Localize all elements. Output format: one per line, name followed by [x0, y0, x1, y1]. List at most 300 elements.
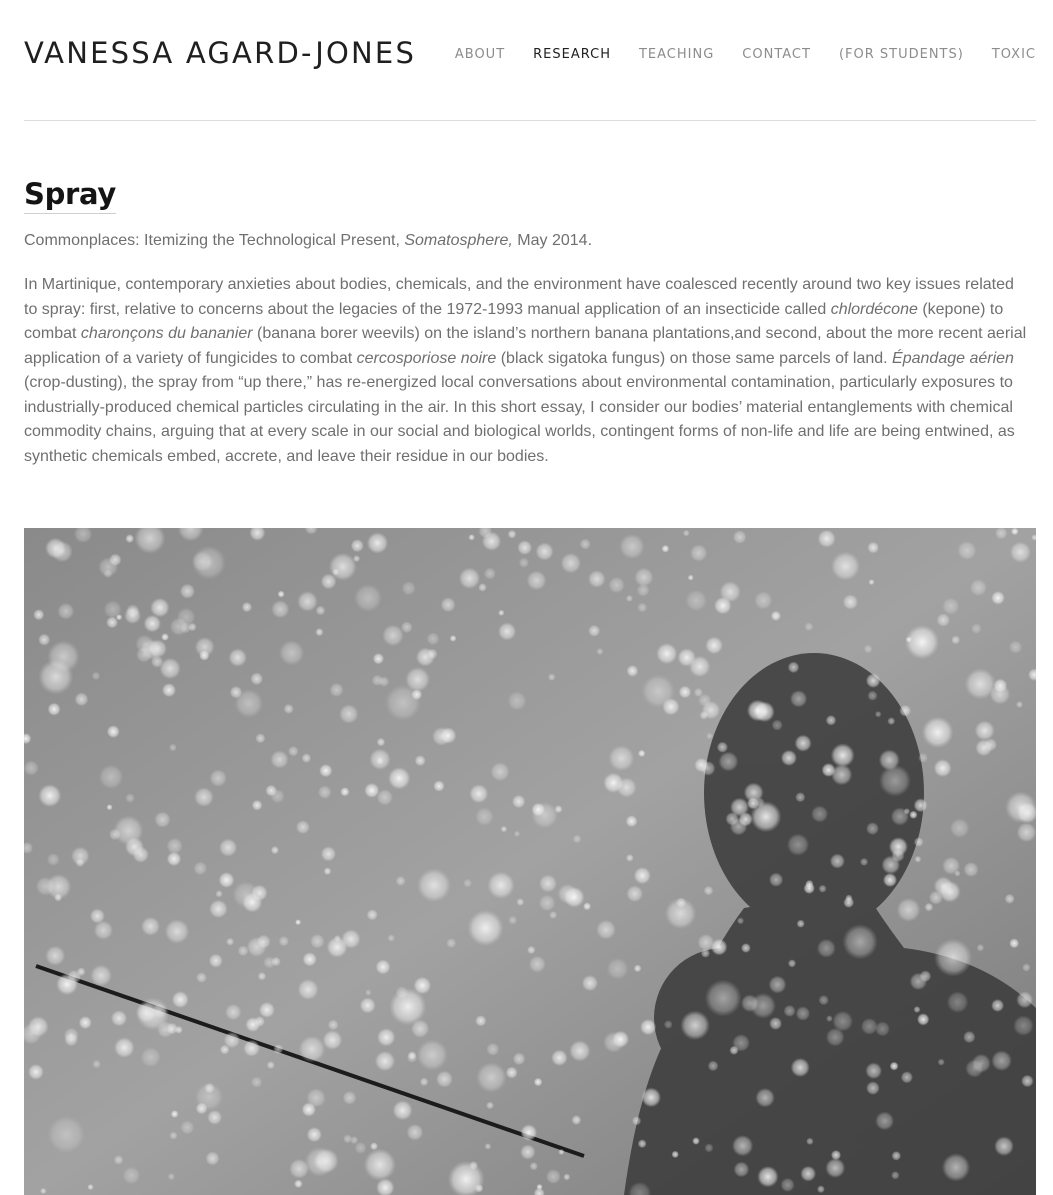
water-droplet [516, 898, 524, 906]
water-droplet [75, 692, 89, 706]
water-droplet [377, 738, 386, 747]
water-droplet [826, 715, 837, 726]
water-droplet [954, 870, 960, 876]
water-droplet [478, 583, 487, 592]
water-droplet [372, 675, 384, 687]
water-droplet [263, 956, 275, 968]
water-droplet [1009, 640, 1022, 653]
water-droplet [79, 1016, 92, 1029]
water-droplet [98, 557, 118, 577]
water-droplet [417, 868, 451, 902]
water-droplet [527, 946, 535, 954]
water-droplet [228, 648, 247, 667]
water-droplet [530, 1162, 538, 1170]
water-droplet [796, 1006, 811, 1021]
water-droplet [539, 874, 557, 892]
water-droplet [737, 917, 744, 924]
water-droplet [830, 854, 845, 869]
water-droplet [508, 916, 517, 925]
water-droplet [843, 594, 859, 610]
water-droplet [234, 689, 263, 718]
water-droplet [804, 883, 815, 894]
water-droplet [865, 1062, 882, 1079]
water-droplet [965, 1059, 983, 1077]
water-droplet [730, 798, 749, 817]
water-droplet [683, 530, 690, 537]
water-droplet [150, 598, 170, 618]
water-droplet [226, 938, 234, 946]
water-droplet [772, 720, 783, 731]
water-droplet [420, 1077, 429, 1086]
water-droplet [596, 648, 603, 655]
water-droplet [170, 617, 188, 635]
water-droplet [784, 1005, 796, 1017]
citation-prefix: Commonplaces: Itemizing the Technological Present, [24, 232, 405, 249]
water-droplet [717, 742, 728, 753]
water-droplet [278, 591, 285, 598]
water-droplet [354, 584, 382, 612]
water-droplet [519, 558, 529, 568]
water-droplet [757, 1166, 778, 1187]
water-droplet [28, 1016, 49, 1037]
water-droplet [705, 1143, 714, 1152]
water-droplet [755, 1088, 775, 1108]
water-droplet [298, 979, 319, 1000]
water-droplet [171, 1110, 179, 1118]
water-droplet [869, 579, 875, 585]
water-droplet [583, 902, 591, 910]
water-droplet [994, 1136, 1014, 1156]
water-droplet [569, 1040, 591, 1062]
water-droplet [251, 1076, 262, 1087]
water-droplet [284, 704, 294, 714]
water-droplet [741, 994, 759, 1012]
water-droplet [797, 920, 805, 928]
water-droplet [259, 1002, 275, 1018]
water-droplet [638, 750, 645, 757]
water-droplet [860, 858, 868, 866]
water-droplet [220, 1045, 230, 1055]
water-droplet [963, 862, 978, 877]
abstract-italic-4: Épandage aérien [892, 349, 1014, 367]
nav-toxic[interactable]: TOXIC [991, 47, 1036, 62]
water-droplet [560, 553, 581, 574]
water-droplet [909, 811, 917, 819]
water-droplet [915, 856, 922, 863]
water-droplet [1009, 938, 1019, 948]
water-droplet [215, 890, 222, 897]
water-droplet [209, 900, 228, 919]
water-droplet [294, 1180, 303, 1189]
water-droplet [842, 924, 877, 959]
water-droplet [934, 759, 952, 777]
water-droplet [897, 898, 921, 922]
water-droplet [245, 1017, 260, 1032]
water-droplet [242, 892, 262, 912]
water-droplet [90, 908, 105, 923]
water-droplet [427, 632, 440, 645]
water-droplet [295, 919, 301, 925]
water-droplet [440, 727, 457, 744]
water-droplet [656, 643, 677, 664]
water-droplet [24, 760, 39, 775]
water-droplet [914, 837, 924, 847]
water-droplet [938, 1059, 945, 1066]
site-title-link[interactable]: VANESSA AGARD-JONES [24, 36, 417, 70]
water-droplet [415, 755, 426, 766]
water-droplet [791, 1058, 810, 1077]
water-droplet [626, 885, 643, 902]
main-nav [427, 47, 1036, 62]
water-droplet [48, 703, 61, 716]
water-droplet [883, 873, 897, 887]
water-droplet [126, 604, 140, 618]
water-droplet [1013, 1015, 1034, 1036]
water-droplet [180, 584, 195, 599]
water-droplet [169, 744, 177, 752]
water-droplet [47, 1116, 85, 1154]
abstract-italic-2: charonçons du bananier [80, 325, 253, 342]
water-droplet [162, 683, 176, 697]
water-droplet [469, 784, 488, 803]
water-droplet [975, 739, 992, 756]
water-droplet [475, 807, 494, 826]
water-droplet [708, 1061, 719, 1072]
water-droplet [806, 1138, 813, 1145]
water-droplet [172, 991, 189, 1008]
water-droplet [875, 1111, 894, 1130]
water-droplet [271, 846, 279, 854]
water-droplet [487, 871, 515, 899]
water-droplet [787, 834, 809, 856]
water-droplet [446, 938, 456, 948]
water-droplet [365, 989, 371, 995]
water-droplet [388, 767, 411, 790]
water-droplet [476, 1062, 507, 1093]
citation-suffix: May 2014. [512, 232, 593, 249]
water-droplet [33, 609, 44, 620]
water-droplet [800, 1166, 816, 1182]
water-droplet [676, 897, 687, 908]
water-droplet [817, 1185, 825, 1193]
water-droplet [140, 639, 161, 660]
abstract-text-5: (crop-dusting), the spray from “up there,” has re-energized local conversations about environmental contamination, particularly exposures to industrially-produced chemical particles circulating in the air. In this short essay, I consider our bodies’ material entanglements with chemical commodity chains, arguing that at every scale in our social and biological worlds, contingent forms of non-life and life are being entwined, as synthetic chemicals embed, accrete, and leave their residue in our bodies. [24, 374, 1015, 465]
water-droplet [582, 975, 598, 991]
water-droplet [819, 885, 827, 893]
water-droplet [501, 826, 508, 833]
water-droplet [406, 1124, 423, 1141]
water-droplet [634, 965, 642, 973]
water-droplet [288, 746, 299, 757]
water-droplet [140, 1047, 160, 1067]
water-droplet [1005, 791, 1036, 823]
abstract-text-2: (kepone) to combat [24, 300, 1004, 342]
water-droplet [825, 1158, 845, 1178]
water-droplet [122, 1167, 140, 1185]
water-droplet [788, 662, 800, 674]
water-droplet [866, 1081, 880, 1095]
water-droplet [90, 965, 112, 987]
water-droplet [688, 575, 694, 581]
water-droplet [934, 876, 953, 895]
water-droplet [225, 1004, 242, 1021]
water-droplet [887, 717, 895, 725]
water-droplet [38, 634, 50, 646]
water-droplet [305, 1147, 335, 1177]
water-droplet [970, 579, 987, 596]
water-droplet [388, 934, 395, 941]
water-droplet [298, 1036, 325, 1063]
water-droplet [942, 598, 959, 615]
water-droplet [38, 784, 61, 807]
water-droplet [1016, 991, 1033, 1008]
water-droplet [718, 752, 738, 772]
water-droplet [512, 795, 526, 809]
water-droplet [680, 1011, 710, 1041]
water-droplet [580, 539, 591, 550]
water-droplet [168, 1173, 175, 1180]
water-droplet [641, 674, 675, 708]
water-droplet [364, 783, 379, 798]
water-droplet [795, 792, 805, 802]
water-droplet [350, 1136, 358, 1144]
water-droplet [106, 804, 112, 810]
water-droplet [826, 1015, 833, 1022]
water-droplet [316, 606, 326, 616]
water-droplet [161, 633, 169, 641]
water-droplet [732, 1135, 753, 1156]
water-droplet [28, 1064, 44, 1080]
water-droplet [951, 635, 960, 644]
water-droplet [351, 539, 364, 552]
water-droplet [306, 1088, 326, 1108]
water-droplet [75, 858, 84, 867]
water-droplet [289, 1159, 309, 1179]
water-droplet [136, 1002, 157, 1023]
water-droplet [892, 1151, 902, 1161]
water-droplet [490, 762, 509, 781]
water-droplet [256, 935, 270, 949]
citation [24, 230, 1036, 252]
water-droplet [302, 753, 312, 763]
water-droplet [616, 777, 636, 797]
water-droplet [303, 952, 317, 966]
water-droplet [40, 1188, 46, 1194]
water-droplet [92, 672, 100, 680]
water-droplet [219, 838, 237, 856]
water-droplet [45, 946, 65, 966]
water-droplet [549, 911, 557, 919]
spray-photo-art [24, 528, 1036, 1195]
water-droplet [910, 973, 928, 991]
nav-teaching[interactable]: TEACHING [638, 47, 715, 62]
water-droplet [433, 780, 444, 791]
water-droplet [905, 625, 939, 659]
water-droplet [1021, 1075, 1034, 1088]
water-droplet [922, 717, 954, 749]
water-droplet [467, 910, 503, 946]
water-droplet [475, 1015, 486, 1026]
water-droplet [864, 645, 873, 654]
water-droplet [971, 623, 982, 634]
water-droplet [890, 1062, 899, 1071]
water-droplet [238, 945, 249, 956]
water-droplet [619, 534, 644, 559]
water-droplet [427, 649, 438, 660]
water-droplet [255, 733, 265, 743]
water-droplet [520, 1124, 537, 1141]
water-droplet [193, 862, 207, 876]
spray-photo [24, 528, 1036, 1195]
water-droplet [917, 1013, 929, 1025]
water-droplet [531, 803, 545, 817]
water-droplet [963, 1031, 975, 1043]
water-droplet [866, 822, 879, 835]
water-droplet [563, 1174, 570, 1181]
water-droplet [914, 1006, 921, 1013]
water-droplet [588, 570, 606, 588]
water-droplet [875, 711, 881, 717]
water-droplet [573, 835, 582, 844]
water-droplet [486, 1102, 494, 1110]
site-header [24, 0, 1036, 121]
water-droplet [947, 991, 969, 1013]
water-droplet [626, 815, 638, 827]
water-droplet [114, 1037, 135, 1058]
water-droplet [991, 1050, 1012, 1071]
nav-contact[interactable]: CONTACT [742, 47, 811, 62]
water-droplet [1016, 701, 1023, 708]
water-droplet [818, 529, 836, 547]
water-droplet [781, 1178, 795, 1192]
water-droplet [950, 818, 970, 838]
nav-research[interactable]: RESEARCH [533, 47, 611, 62]
page-title: Spray [24, 176, 116, 214]
water-droplet [612, 1031, 629, 1048]
water-droplet [747, 700, 769, 722]
water-droplet [405, 667, 430, 692]
water-droplet [296, 820, 310, 834]
water-droplet [608, 745, 634, 771]
water-droplet [196, 972, 207, 983]
water-droplet [901, 1071, 913, 1083]
water-droplet [925, 903, 934, 912]
water-droplet [867, 542, 879, 554]
water-droplet [672, 1151, 679, 1158]
water-droplet [729, 1046, 738, 1055]
water-droplet [242, 602, 252, 612]
water-droplet [861, 1018, 878, 1035]
water-droplet [733, 530, 747, 544]
water-droplet [548, 673, 556, 681]
water-droplet [975, 720, 995, 740]
water-droplet [634, 867, 651, 884]
water-droplet [195, 637, 215, 657]
water-droplet [498, 610, 504, 616]
water-droplet [57, 603, 74, 620]
water-droplet [270, 750, 288, 768]
water-droplet [535, 542, 553, 560]
water-droplet [328, 1019, 339, 1030]
water-droplet [769, 873, 783, 887]
abstract-italic-3: cercosporiose noire [356, 349, 497, 367]
water-droplet [321, 846, 336, 861]
water-droplet [845, 895, 852, 902]
water-droplet [341, 929, 361, 949]
water-droplet [891, 849, 904, 862]
nav-about[interactable]: ABOUT [454, 47, 506, 62]
water-droplet [771, 611, 781, 621]
water-droplet [64, 1028, 79, 1043]
water-droplet [154, 811, 170, 827]
water-droplet [111, 1010, 127, 1026]
water-droplet [534, 1078, 543, 1087]
water-droplet [87, 1184, 93, 1190]
abstract-text-1: In Martinique, contemporary anxieties about bodies, chemicals, and the environment have coalesced recently around two key issues related to spray: first, relative to concerns about the legacies of the 1972-1993 manual application of an insecticide called [24, 276, 1014, 318]
water-droplet [377, 1028, 396, 1047]
water-droplet [364, 1149, 396, 1181]
water-droplet [166, 1023, 178, 1035]
water-droplet [468, 534, 474, 540]
water-droplet [626, 595, 633, 602]
water-droplet [508, 530, 517, 539]
water-droplet [517, 540, 532, 555]
water-droplet [324, 867, 332, 875]
water-droplet [527, 570, 547, 590]
water-droplet [804, 622, 813, 631]
water-droplet [734, 1162, 750, 1178]
water-droplet [529, 956, 546, 973]
water-droplet [1010, 541, 1031, 562]
water-droplet [373, 653, 384, 664]
water-droplet [831, 764, 852, 785]
water-droplet [694, 688, 703, 697]
water-droplet [265, 785, 277, 797]
water-droplet [934, 939, 972, 977]
water-droplet [436, 1071, 453, 1088]
nav-for-students[interactable]: (FOR STUDENTS) [838, 47, 964, 62]
water-droplet [340, 787, 349, 796]
water-droplet [626, 665, 638, 677]
water-droplet [396, 876, 406, 886]
water-droplet [360, 997, 376, 1013]
water-droplet [109, 829, 121, 841]
water-droplet [817, 939, 836, 958]
water-droplet [705, 980, 742, 1017]
water-droplet [662, 545, 670, 553]
water-droplet [831, 552, 860, 581]
water-droplet [307, 1127, 322, 1142]
water-droplet [867, 691, 877, 701]
water-droplet [832, 1011, 853, 1032]
water-droplet [914, 798, 928, 812]
water-droplet [322, 1030, 342, 1050]
water-droplet [506, 1067, 518, 1079]
water-droplet [310, 934, 325, 949]
water-droplet [558, 1149, 564, 1155]
water-droplet [638, 1139, 647, 1148]
water-droplet [315, 628, 323, 636]
water-droplet [514, 831, 520, 837]
water-droplet [450, 635, 457, 642]
abstract [24, 273, 1028, 469]
water-droplet [54, 894, 62, 902]
water-droplet [258, 972, 267, 981]
water-droplet [375, 1051, 396, 1072]
water-droplet [219, 872, 235, 888]
water-droplet [819, 995, 829, 1005]
water-droplet [754, 591, 772, 609]
